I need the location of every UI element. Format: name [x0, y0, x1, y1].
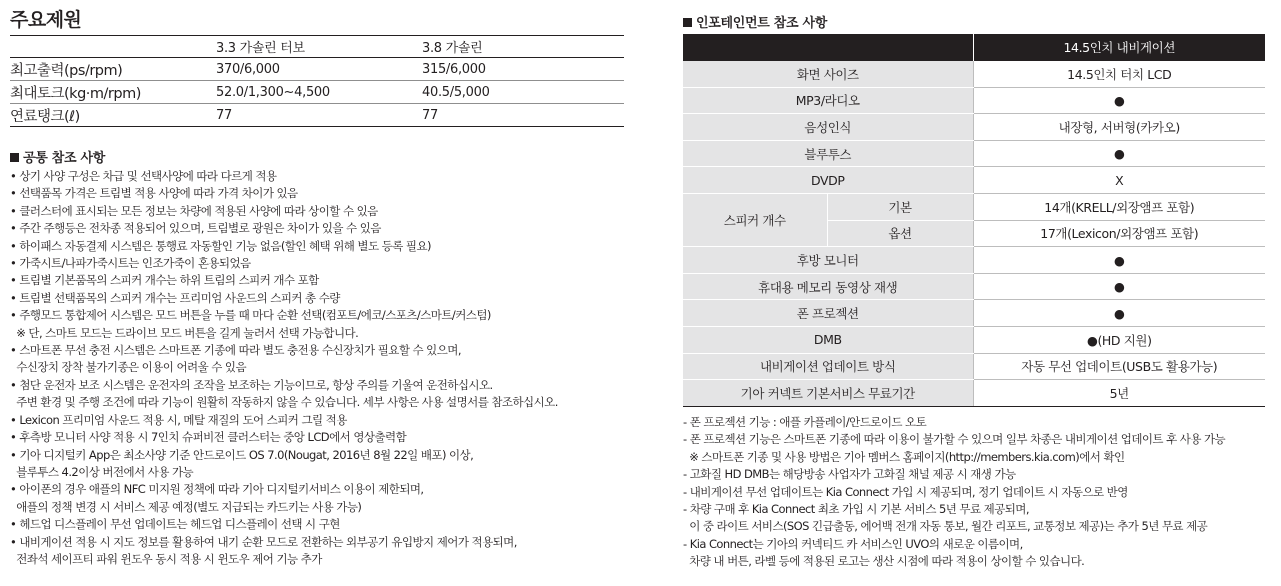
table-row: [683, 353, 1265, 380]
list-item: • 아이폰의 경우 애플의 NFC 미지원 정책에 따라 기아 디지털키서비스 이용이 제한되며,: [10, 482, 424, 497]
row-label: 스피커 개수: [683, 194, 827, 247]
list-item: • 스마트폰 무선 충전 시스템은 스마트폰 기종에 따라 별도 충전용 수신장치가 필요할 수 있으며,: [10, 343, 461, 358]
list-item: 수신장치 장착 불가기종은 이용이 어려울 수 있음: [10, 360, 247, 375]
list-item: 애플의 정책 변경 시 서비스 제공 예정(별도 지급되는 카드키는 사용 가능): [10, 499, 362, 514]
row-value: X: [973, 167, 1265, 194]
list-item: • 트림별 기본품목의 스피커 개수는 하위 트림의 스피커 개수 포함: [10, 273, 319, 288]
row-label: MP3/라디오: [683, 87, 973, 114]
list-item: 블루투스 4.2이상 버전에서 사용 가능: [10, 464, 194, 479]
row-value: ●(HD 지원): [973, 327, 1265, 354]
list-item: - 고화질 HD DMB는 해당방송 사업자가 고화질 채널 제공 시 재생 가능: [683, 467, 1016, 482]
spec-header-blank: [10, 36, 216, 58]
header-blank-cell: [683, 34, 973, 61]
list-item: • 선택품목 가격은 트림별 적용 사양에 따라 가격 차이가 있음: [10, 186, 298, 201]
list-item: • 헤드업 디스플레이 무선 업데이트는 헤드업 디스플레이 선택 시 구현: [10, 517, 340, 532]
row-label: 기아 커넥트 기본서비스 무료기간: [683, 380, 973, 407]
row-label: 내비게이션 업데이트 방식: [683, 353, 973, 380]
list-item: 차량 내 버튼, 라벨 등에 적용된 로고는 생산 시점에 따라 적용이 상이할 수 있습니다.: [683, 554, 1085, 569]
spec-value: 40.5/5,000: [422, 84, 490, 100]
row-value: 내장형, 서버형(카카오): [973, 114, 1265, 141]
spec-value: 370/6,000: [216, 61, 280, 77]
list-item: • 첨단 운전자 보조 시스템은 운전자의 조작을 보조하는 기능이므로, 항상 주의를 기울여 운전하십시오.: [10, 377, 493, 392]
table-row: [683, 380, 1265, 407]
common-notes-heading: [10, 147, 105, 166]
list-item: ※ 스마트폰 기종 및 사용 방법은 기아 멤버스 홈페이지(http://members.kia.com)에서 확인: [683, 449, 1125, 464]
header-navigation: 14.5인치 내비게이션: [973, 34, 1265, 61]
table-row: [683, 194, 1265, 221]
row-label: 폰 프로젝션: [683, 300, 973, 327]
row-sublabel: 기본: [827, 194, 973, 221]
infotainment-table: [683, 34, 1265, 407]
row-value: 14개(KRELL/외장앰프 포함): [973, 194, 1265, 221]
list-item: - Kia Connect는 기아의 커넥티드 카 서비스인 UVO의 새로운 이름이며,: [683, 536, 1023, 551]
list-item: • 기아 디지털키 App은 최소사양 기준 안드로이드 OS 7.0(Nougat, 2016년 8월 22일 배포) 이상,: [10, 447, 474, 462]
spec-table: [10, 35, 624, 127]
table-row: [683, 247, 1265, 274]
row-value: ●: [973, 300, 1265, 327]
spec-header-turbo: 3.3 가솔린 터보: [216, 41, 305, 56]
table-row: [10, 81, 624, 104]
list-item: - 내비게이션 무선 업데이트는 Kia Connect 가입 시 제공되며, 정기 업데이트 시 자동으로 반영: [683, 484, 1128, 499]
list-item: - 차량 구매 후 Kia Connect 최초 가입 시 기본 서비스 5년 무료 제공되며,: [683, 502, 1029, 517]
list-item: • 후측방 모니터 사양 적용 시 7인치 슈퍼비전 클러스터는 중앙 LCD에서 영상출력함: [10, 430, 407, 445]
list-item: ※ 단, 스마트 모드는 드라이브 모드 버튼을 길게 눌러서 선택 가능합니다.: [10, 325, 359, 340]
spec-label: 최대토크(kg·m/rpm): [10, 85, 141, 102]
table-row: [683, 114, 1265, 141]
spec-table-header: [10, 36, 624, 58]
list-item: - 폰 프로젝션 기능 : 애플 카플레이/안드로이드 오토: [683, 415, 927, 429]
list-item: 주변 환경 및 주행 조건에 따라 기능이 원활히 작동하지 않을 수 있습니다. 세부 사항은 사용 설명서를 참조하십시오.: [10, 395, 558, 410]
spec-label: 최고출력(ps/rpm): [10, 62, 123, 79]
table-row: [10, 58, 624, 81]
list-item: • 주간 주행등은 전차종 적용되어 있으며, 트림별로 광원은 차이가 있을 수 있음: [10, 221, 381, 236]
spec-value: 315/6,000: [422, 61, 486, 77]
common-notes-title: 공통 참조 사항: [23, 151, 105, 166]
square-bullet-icon: [683, 18, 692, 27]
table-row: [683, 87, 1265, 114]
row-label: DVDP: [683, 167, 973, 194]
list-item: • 내비게이션 적용 시 지도 정보를 활용하여 내기 순환 모드로 전환하는 외부공기 유입방지 제어가 적용되며,: [10, 534, 517, 549]
row-value: ●: [973, 273, 1265, 300]
spec-value: 77: [422, 107, 438, 123]
spec-value: 77: [216, 107, 232, 123]
list-item: • 상기 사양 구성은 차급 및 선택사양에 따라 다르게 적용: [10, 169, 277, 183]
table-row: [683, 140, 1265, 167]
table-row: [683, 167, 1265, 194]
square-bullet-icon: [10, 153, 19, 162]
common-notes-list: [10, 168, 558, 568]
spec-header-38: 3.8 가솔린: [422, 41, 483, 56]
row-value: ●: [973, 87, 1265, 114]
list-item: - 폰 프로젝션 기능은 스마트폰 기종에 따라 이용이 불가할 수 있으며 일부 차종은 내비게이션 업데이트 후 사용 가능: [683, 432, 1226, 447]
row-label: 블루투스: [683, 140, 973, 167]
row-value: 5년: [973, 380, 1265, 407]
infotainment-header-row: [683, 34, 1265, 61]
row-label: 음성인식: [683, 114, 973, 141]
table-row: [10, 104, 624, 127]
list-item: 전좌석 세이프티 파워 윈도우 동시 적용 시 윈도우 제어 기능 추가: [10, 551, 322, 566]
row-value: 14.5인치 터치 LCD: [973, 61, 1265, 88]
spec-value: 52.0/1,300~4,500: [216, 84, 330, 100]
row-label: 휴대용 메모리 동영상 재생: [683, 273, 973, 300]
row-value: ●: [973, 140, 1265, 167]
list-item: • Lexicon 프리미엄 사운드 적용 시, 메탈 재질의 도어 스피커 그릴 적용: [10, 412, 347, 427]
row-label: 후방 모니터: [683, 247, 973, 274]
list-item: 이 중 라이트 서비스(SOS 긴급출동, 에어백 전개 자동 통보, 월간 리포트, 교통정보 제공)는 추가 5년 무료 제공: [683, 519, 1208, 534]
row-value: 자동 무선 업데이트(USB도 활용가능): [973, 353, 1265, 380]
infotainment-notes-list: [683, 414, 1225, 571]
row-value: 17개(Lexicon/외장앰프 포함): [973, 220, 1265, 247]
list-item: • 하이패스 자동결제 시스템은 통행료 자동할인 기능 없음(할인 혜택 위해 별도 등록 필요): [10, 238, 431, 253]
table-row: [683, 300, 1265, 327]
list-item: • 가죽시트/나파가죽시트는 인조가죽이 혼용되었음: [10, 256, 251, 271]
table-row: [683, 327, 1265, 354]
row-value: ●: [973, 247, 1265, 274]
row-label: DMB: [683, 327, 973, 354]
infotainment-heading: [683, 12, 827, 31]
list-item: • 클러스터에 표시되는 모든 정보는 차량에 적용된 사양에 따라 상이할 수 있음: [10, 203, 378, 218]
spec-label: 연료탱크(ℓ): [10, 108, 80, 125]
row-sublabel: 옵션: [827, 220, 973, 247]
table-row: [683, 61, 1265, 88]
infotainment-title: 인포테인먼트 참조 사항: [696, 16, 828, 31]
row-label: 화면 사이즈: [683, 61, 973, 88]
table-row: [683, 273, 1265, 300]
list-item: • 주행모드 통합제어 시스템은 모드 버튼을 누를 때 마다 순환 선택(컴포트/에코/스포츠/스마트/커스텀): [10, 308, 491, 323]
list-item: • 트림별 선택품목의 스피커 개수는 프리미엄 사운드의 스피커 총 수량: [10, 290, 340, 305]
page-title: 주요제원: [10, 9, 82, 31]
